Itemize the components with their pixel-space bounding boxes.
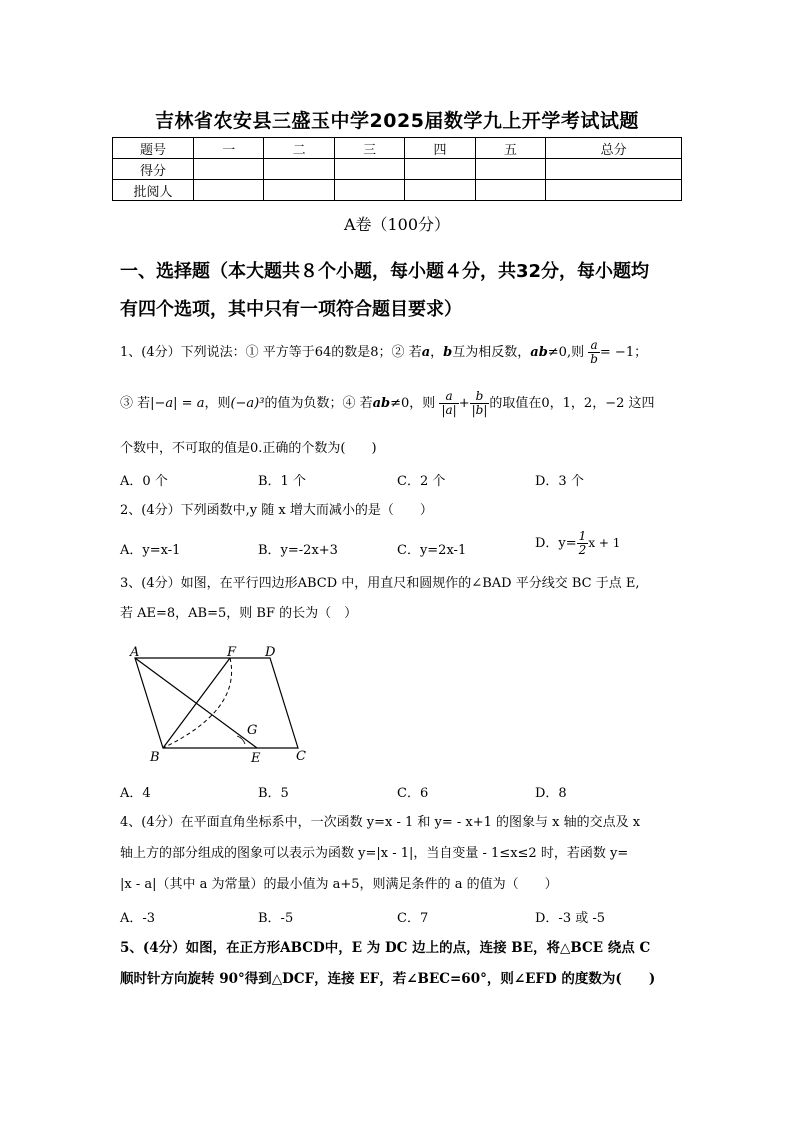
table-cell bbox=[334, 159, 404, 180]
table-cell bbox=[405, 180, 475, 201]
q1-option-c[interactable]: C．2 个 bbox=[397, 474, 446, 489]
table-cell bbox=[546, 159, 682, 180]
q3-option-b[interactable]: B．5 bbox=[258, 786, 289, 801]
score-table-row bbox=[113, 159, 682, 180]
q2-option-d[interactable]: D．y= $\frac{1}{2}$ x + 1 bbox=[535, 529, 621, 557]
q5-line2: 顺时针方向旋转 90°得到△DCF，连接 EF，若∠BEC=60°，则∠EFD 的度数为( ) bbox=[120, 971, 656, 987]
table-cell bbox=[264, 180, 334, 201]
q4-option-d[interactable]: D．-3 或 -5 bbox=[535, 911, 606, 926]
table-cell: 一 bbox=[194, 138, 264, 159]
q1-option-d[interactable]: D．3 个 bbox=[535, 474, 584, 489]
q1-line3: 个数中，不可取的值是0.正确的个数为( ) bbox=[120, 441, 377, 456]
q3-line1: 3、(4分）如图，在平行四边形ABCD 中，用直尺和圆规作的∠BAD 平分线交 BC 于点 E, bbox=[120, 576, 640, 591]
q1-text: ③ 若 bbox=[120, 396, 151, 411]
table-cell bbox=[475, 180, 545, 201]
table-cell bbox=[264, 159, 334, 180]
q1-math: (−a)³ bbox=[230, 396, 265, 411]
label-e: E bbox=[251, 751, 261, 766]
q1-text: 的值为负数；④ 若 bbox=[264, 396, 373, 411]
label-f: F bbox=[227, 645, 237, 660]
q2-stem: 2、(4分）下列函数中,y 随 x 增大而减小的是（ ） bbox=[120, 503, 433, 518]
table-cell: 得分 bbox=[113, 159, 194, 180]
table-cell: 三 bbox=[334, 138, 404, 159]
section1-heading bbox=[120, 253, 685, 329]
section-a-heading: A卷（100分） bbox=[343, 215, 451, 234]
label-c: C bbox=[296, 749, 306, 764]
q1-text: 的取值在0，1，2，−2 这四 bbox=[489, 396, 655, 411]
q1-option-b[interactable]: B．1 个 bbox=[258, 474, 306, 489]
q2-option-b[interactable]: B．y=-2x+3 bbox=[258, 543, 338, 558]
q1-var: a bbox=[421, 345, 431, 360]
table-cell bbox=[405, 159, 475, 180]
label-d: D bbox=[265, 645, 276, 660]
q4-line3: |x - a|（其中 a 为常量）的最小值为 a+5，则满足条件的 a 的值为（ ） bbox=[120, 877, 558, 892]
q2-fraction: $\frac{1}{2}$ bbox=[578, 529, 587, 557]
table-cell bbox=[194, 180, 264, 201]
q4-line1: 4、(4分）在平面直角坐标系中，一次函数 y=x - 1 和 y= - x+1 的图象与 x 轴的交点及 x bbox=[120, 815, 641, 830]
table-cell: 五 bbox=[475, 138, 545, 159]
score-table-row bbox=[113, 180, 682, 201]
q3-option-d[interactable]: D．8 bbox=[535, 786, 567, 801]
table-cell: 二 bbox=[264, 138, 334, 159]
label-b: B bbox=[150, 750, 160, 765]
section1-line2: 有四个选项，其中只有一项符合题目要求） bbox=[120, 299, 462, 320]
q3-line2: 若 AE=8，AB=5，则 BF 的长为（ ） bbox=[120, 606, 358, 621]
q4-option-b[interactable]: B．-5 bbox=[258, 911, 294, 926]
q4-option-a[interactable]: A．-3 bbox=[120, 911, 156, 926]
score-table-header-row bbox=[113, 138, 682, 159]
q1-var: b bbox=[443, 345, 453, 360]
label-g: G bbox=[247, 723, 258, 738]
parallelogram-abcd bbox=[135, 658, 298, 748]
arc-mark-g bbox=[237, 736, 245, 744]
q2-option-c[interactable]: C．y=2x-1 bbox=[397, 543, 467, 558]
table-cell bbox=[475, 159, 545, 180]
q1-line1 bbox=[120, 339, 685, 366]
q1-option-a[interactable]: A．0 个 bbox=[120, 474, 168, 489]
table-cell: 题号 bbox=[113, 138, 194, 159]
q1-fraction: $\frac{a}{|a|}$ bbox=[441, 389, 457, 417]
q1-text: ，则 bbox=[204, 396, 231, 411]
q3-option-a[interactable]: A．4 bbox=[120, 786, 151, 801]
q1-text: ， bbox=[430, 345, 444, 360]
q1-math: |−a| = a bbox=[150, 396, 205, 411]
q1-text: ≠0,则 bbox=[547, 345, 585, 360]
q1-fraction: $\frac{a}{b}$ bbox=[590, 338, 598, 366]
q1-line2 bbox=[120, 390, 685, 417]
q1-text: + bbox=[458, 396, 470, 411]
segment-bf bbox=[163, 658, 230, 748]
q2-option-a[interactable]: A．y=x-1 bbox=[120, 543, 181, 558]
q1-text: 互为相反数， bbox=[452, 345, 531, 360]
q1-text: 1、(4分）下列说法：① 平方等于64的数是8；② 若 bbox=[120, 345, 422, 360]
q1-text: ≠0，则 bbox=[390, 396, 436, 411]
q1-var: ab bbox=[372, 396, 391, 411]
q1-var: ab bbox=[530, 345, 548, 360]
table-cell bbox=[546, 180, 682, 201]
q4-option-c[interactable]: C．7 bbox=[397, 911, 429, 926]
parallelogram-figure bbox=[120, 640, 320, 770]
q5-line1: 5、(4分）如图，在正方形ABCD中，E 为 DC 边上的点，连接 BE，将△BCE 绕点 C bbox=[120, 940, 651, 956]
q1-fraction: $\frac{b}{|b|}$ bbox=[471, 389, 488, 417]
q3-option-c[interactable]: C．6 bbox=[397, 786, 429, 801]
q1-text: = −1； bbox=[599, 345, 648, 360]
label-a: A bbox=[130, 645, 140, 660]
table-cell bbox=[334, 180, 404, 201]
table-cell bbox=[194, 159, 264, 180]
table-cell: 四 bbox=[405, 138, 475, 159]
table-cell: 总分 bbox=[546, 138, 682, 159]
q4-line2: 轴上方的部分组成的图象可以表示为函数 y=|x - 1|，当自变量 - 1≤x≤2 时，若函数 y= bbox=[120, 846, 629, 861]
score-table bbox=[112, 137, 682, 201]
table-cell: 批阅人 bbox=[113, 180, 194, 201]
page-title: 吉林省农安县三盛玉中学2025届数学九上开学考试试题 bbox=[155, 110, 639, 132]
section1-line1: 一、选择题（本大题共８个小题，每小题４分，共32分，每小题均 bbox=[120, 261, 650, 282]
